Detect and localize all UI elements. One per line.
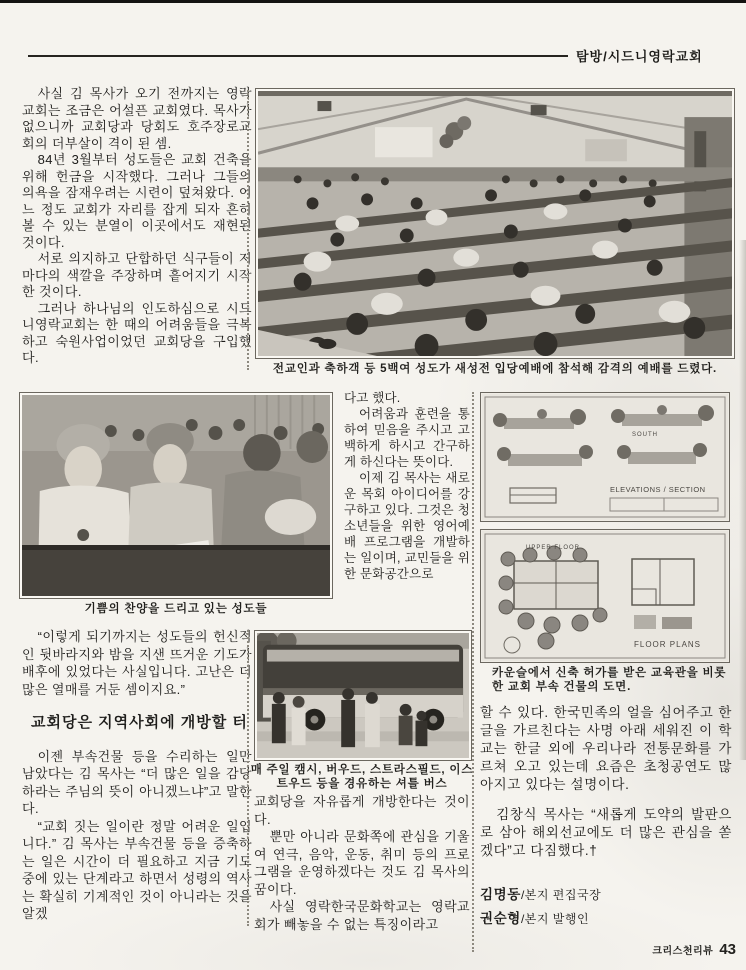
congregation-photo xyxy=(255,88,735,359)
article-paragraph: 김창식 목사는 “새롭게 도약의 발판으로 삼아 해외선교에도 더 많은 관심을 쏟겠다”고 다짐했다.† xyxy=(480,807,732,858)
floor-plans-drawing xyxy=(480,529,730,663)
article-paragraph: 이제 김 목사는 새로운 목회 아이디어를 강구하고 있다. 그것은 청소년들을 위한 영어예배 프로그램을 개발하는 일이며, 교민들을 위한 문화공간으로 xyxy=(344,471,470,581)
magazine-name: 크리스천리뷰 xyxy=(652,946,714,957)
article-paragraph: 할 수 있다. 한국민족의 얼을 심어주고 한글을 가르친다는 사명 아래 세워진 이 학교는 한글 외에 우리나라 전통문화를 가르쳐 오고 있는데 요즘은 초청공연도 많아지고 있다는 설명이다. xyxy=(480,705,732,792)
article-column-middle-bottom xyxy=(254,793,470,933)
plan-label-floor-plans: FLOOR PLANS xyxy=(634,640,702,649)
byline-publisher xyxy=(480,910,732,928)
article-paragraph: 어려움과 훈련을 통하여 믿음을 주시고 고백하게 하시고 간구하게 하신다는 뜻이다. xyxy=(344,407,470,469)
photo-caption-main: 전교인과 축하객 등 5백여 성도가 새성전 입당예배에 참석해 감격의 예배를 드렸다. xyxy=(272,363,718,375)
choir-photo xyxy=(19,392,333,599)
bylines xyxy=(480,886,732,928)
byline-name: 권순형 xyxy=(480,911,521,926)
article-column-left-bottom xyxy=(22,628,252,923)
photo-caption-plans: 카운슬에서 신축 허가를 받은 교육관을 비롯한 교회 부속 건물의 도면. xyxy=(492,667,727,693)
article-column-right xyxy=(480,704,732,934)
article-paragraph: 이젠 부속건물 등을 수리하는 일만 남았다는 김 목사는 “더 많은 일을 감당하라는 주님의 뜻이 아니겠느냐”고 말한다. xyxy=(22,748,252,816)
photo-caption-bus: 매 주일 캠시, 버우드, 스트라스필드, 이스트우드 등을 경유하는 셔틀 버스 xyxy=(250,764,474,790)
column-separator xyxy=(247,90,249,370)
article-paragraph: 그러나 하나님의 인도하심으로 시드니영락교회는 한 때의 어려움들을 극복하고 숙원사업이었던 교회당을 구입했다. xyxy=(22,300,252,365)
article-paragraph: 사실 영락한국문화학교는 영락교회가 빼놓을 수 없는 특징이라고 xyxy=(254,899,470,932)
article-column-left-top xyxy=(22,86,252,367)
column-separator xyxy=(472,392,474,952)
pull-quote: “이렇게 되기까지는 성도들의 헌신적인 뒷바라지와 밤을 지샌 뜨거운 기도가 배후에 있었다는 사실입니다. 고난은 더 많은 열매를 거둔 셈이지요.” xyxy=(22,629,252,697)
shuttle-bus-photo xyxy=(254,630,472,761)
header-rule xyxy=(28,55,568,57)
byline-role: /본지 편집국장 xyxy=(520,888,602,902)
column-separator xyxy=(247,630,249,926)
shuttle-bus-photo-image xyxy=(257,633,469,758)
article-paragraph: 다고 했다. xyxy=(344,391,401,405)
elevations-drawing xyxy=(480,392,730,522)
byline-role: /본지 발행인 xyxy=(520,912,590,926)
scan-right-shade xyxy=(739,240,746,760)
article-paragraph: 교회당을 자유롭게 개방한다는 것이다. xyxy=(254,794,470,827)
article-paragraph: 사실 김 목사가 오기 전까지는 영락교회는 조금은 어설픈 교회였다. 목사가 없으니까 교회당과 당회도 호주장로교회의 더부살이 격이 된 셈. xyxy=(22,86,252,151)
article-column-middle-top xyxy=(344,390,470,582)
congregation-photo-image xyxy=(258,91,732,356)
choir-photo-image xyxy=(22,395,330,596)
article-paragraph: 84년 3월부터 성도들은 교회 건축을 위해 헌금을 시작했다. 그러나 그들의 의욕을 잠재우려는 시련이 덮쳐왔다. 어느 정도 교회가 자리를 잡게 되자 흔히 볼 수 있는 분열이 이곳에서도 재현된 것이다. xyxy=(22,152,252,250)
page-footer xyxy=(540,941,736,959)
photo-caption-choir: 기쁨의 찬양을 드리고 있는 성도들 xyxy=(84,603,268,615)
plan-label-elevations: ELEVATIONS / SECTION xyxy=(610,485,706,494)
article-paragraph: 서로 의지하고 단합하던 식구들이 저마다의 색깔을 주장하며 흩어지기 시작한 것이다. xyxy=(22,251,252,299)
article-paragraph: 뿐만 아니라 문화쪽에 관심을 기울여 연극, 음악, 운동, 취미 등의 프로그램을 운영하겠다는 것도 김 목사의 꿈이다. xyxy=(254,829,470,897)
scan-top-edge xyxy=(0,0,746,3)
building-plans-photos xyxy=(480,392,730,670)
floor-plans-drawing-image xyxy=(482,531,728,661)
plan-label-upper-floor: UPPER FLOOR xyxy=(526,545,581,551)
byline-name: 김명동 xyxy=(480,887,521,902)
page-number: 43 xyxy=(719,941,736,958)
article-paragraph: “교회 짓는 일이란 정말 어려운 일입니다.” 김 목사는 부속건물 등을 증축하는 일은 시간이 더 필요하고 지금 기도 중에 있는 단계라고 하면서 성령의 역사는 확실히 기계적인 것이 아니라는 것을 알겠 xyxy=(22,818,252,921)
byline-editor xyxy=(480,886,732,904)
section-header: 탐방/시드니영락교회 xyxy=(576,49,703,64)
section-subhead: 교회당은 지역사회에 개방할 터 xyxy=(31,714,248,731)
elevations-drawing-image xyxy=(482,394,728,520)
plan-label-south: SOUTH xyxy=(632,432,658,438)
